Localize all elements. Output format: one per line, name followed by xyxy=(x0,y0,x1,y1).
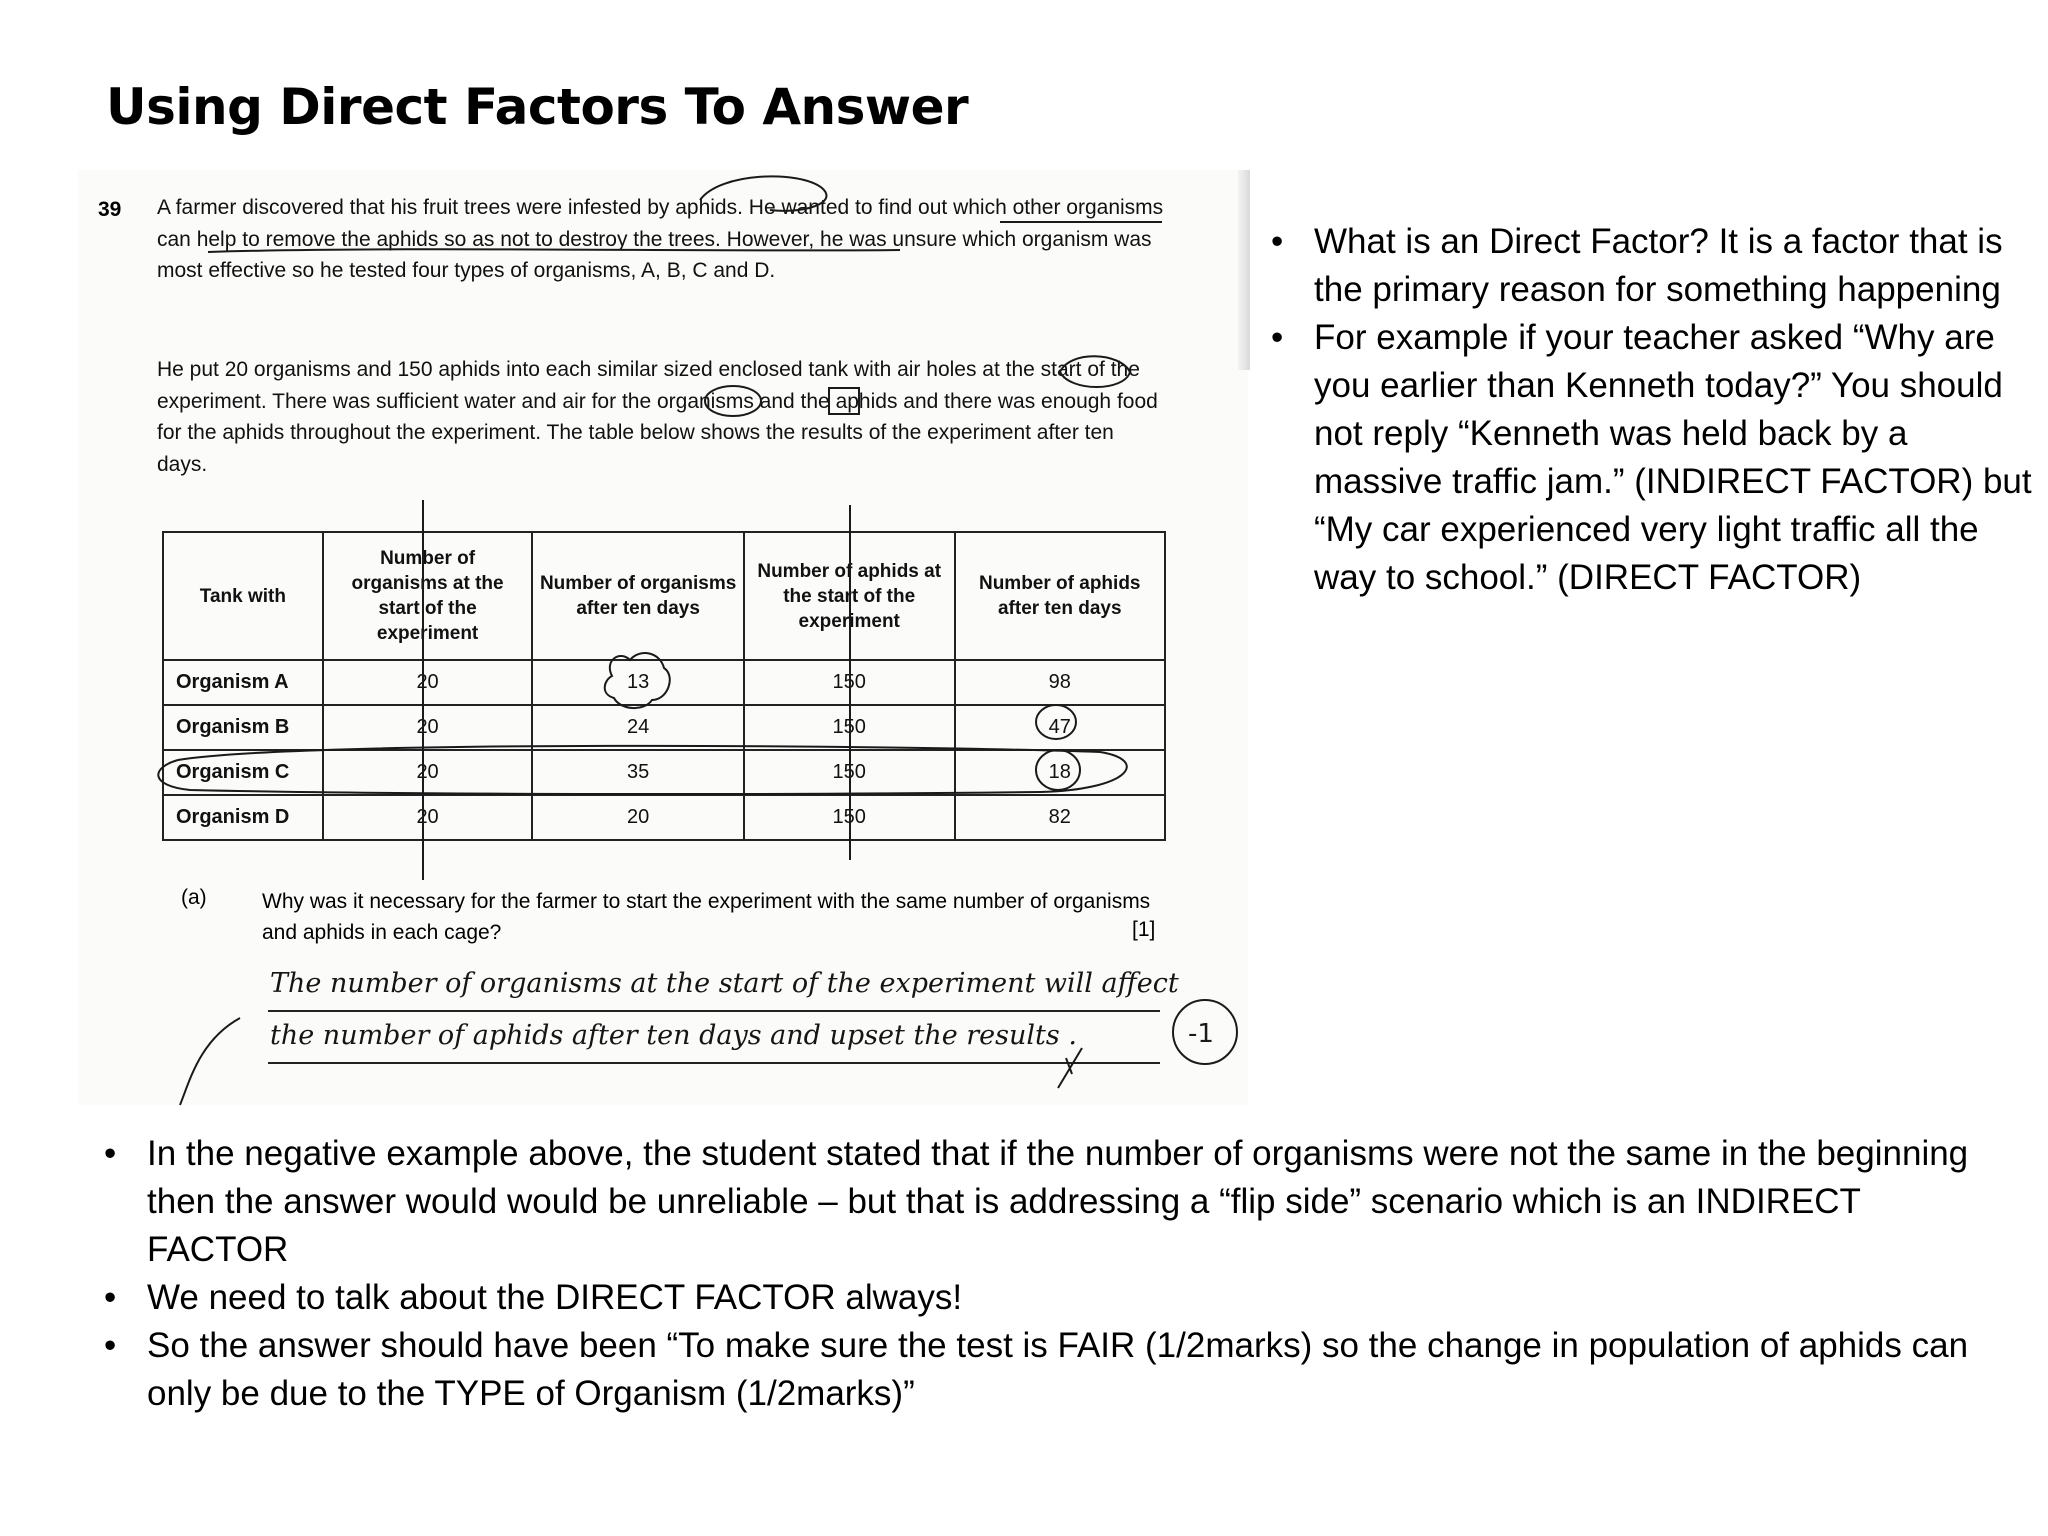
margin-stroke xyxy=(180,1018,240,1105)
table-cell: Organism C xyxy=(163,750,323,795)
table-cell: 20 xyxy=(323,795,533,840)
list-item xyxy=(1271,218,2041,314)
table-cell: 150 xyxy=(744,660,955,705)
table-header: Number of aphids after ten days xyxy=(955,532,1166,660)
table-header: Number of aphids at the start of the experiment xyxy=(744,532,955,660)
table-cell: 20 xyxy=(532,795,744,840)
handwritten-answer-line-2: the number of aphids after ten days and upset the results . xyxy=(270,1020,1077,1051)
list-item xyxy=(104,1274,2004,1322)
part-a-question: Why was it necessary for the farmer to start the experiment with the same number of organisms and aphids in each cage? xyxy=(262,890,1151,944)
table-cell: 18 xyxy=(955,750,1166,795)
underline-organisms xyxy=(208,249,900,252)
table-cell: 13 xyxy=(532,660,744,705)
table-cell: Organism A xyxy=(163,660,323,705)
table-cell: 150 xyxy=(744,750,955,795)
table-cell: 20 xyxy=(323,660,533,705)
squiggle-13 xyxy=(605,653,670,708)
table-cell: 20 xyxy=(323,750,533,795)
table-cell: 82 xyxy=(955,795,1166,840)
part-a-marks: [1] xyxy=(1132,918,1156,941)
bullet-dot: • xyxy=(104,1134,117,1173)
list-item xyxy=(104,1130,2004,1274)
circle-18 xyxy=(1036,750,1080,790)
right-bullet-list xyxy=(1271,218,2041,602)
handwritten-answer-line-1: The number of organisms at the start of the experiment will affect xyxy=(270,968,1179,999)
slide-title: Using Direct Factors To Answer xyxy=(106,78,969,136)
question-number: 39 xyxy=(98,198,122,221)
loop-organism-c-row xyxy=(158,746,1126,794)
bullet-text: We need to talk about the DIRECT FACTOR always! xyxy=(147,1278,963,1317)
bullet-dot: • xyxy=(1271,318,1284,357)
table-cell: 150 xyxy=(744,795,955,840)
tick-cross xyxy=(1058,1048,1082,1088)
bullet-dot: • xyxy=(104,1278,117,1317)
question-paragraph-2: He put 20 organisms and 150 aphids into each similar sized enclosed tank with air holes at the start of the experiment. There was sufficient water and air for the organisms and the aphids and there was enough food for the aphids throughout the experiment. The table below shows the results of the experiment after ten days. xyxy=(157,358,1158,476)
part-a-label: (a) xyxy=(181,886,207,909)
circle-by-aphids xyxy=(700,176,826,211)
bullet-dot: • xyxy=(1271,222,1284,261)
list-item xyxy=(1271,314,2041,602)
table-cell: 20 xyxy=(323,705,533,750)
question-paragraph-1: A farmer discovered that his fruit trees were infested by aphids. He wanted to find out which other organisms can help to remove the aphids so as not to destroy the trees. However, he was unsure which organism was most effective so he tested four types of organisms, A, B, C and D. xyxy=(157,196,1164,282)
bullet-text: For example if your teacher asked “Why are you earlier than Kenneth today?” You should not reply “Kenneth was held back by a massive traffic jam.” (INDIRECT FACTOR) but “My car experienced very light traffic all the way to school.” (DIRECT FACTOR) xyxy=(1314,318,2032,597)
circle-water xyxy=(705,386,761,416)
grade-mark: -1 xyxy=(1188,1019,1214,1049)
bottom-bullet-list xyxy=(104,1130,2004,1418)
table-cell: 98 xyxy=(955,660,1166,705)
table-cell: 35 xyxy=(532,750,744,795)
bullet-text: So the answer should have been “To make sure the test is FAIR (1/2marks) so the change in population of aphids can only be due to the TYPE of Organism (1/2marks)” xyxy=(147,1326,1969,1413)
table-cell: Organism D xyxy=(163,795,323,840)
circle-47 xyxy=(1036,705,1076,739)
circle-air-holes xyxy=(1060,356,1130,387)
table-cell: 150 xyxy=(744,705,955,750)
bullet-text: In the negative example above, the student stated that if the number of organisms were not the same in the beginning then the answer would would be unreliable – but that is addressing a “flip side” scenario which is an INDIRECT FACTOR xyxy=(147,1134,1969,1269)
bullet-text: What is an Direct Factor? It is a factor that is the primary reason for something happening xyxy=(1314,222,2003,309)
table-cell: Organism B xyxy=(163,705,323,750)
table-header: Tank with xyxy=(163,532,323,660)
table-cell: 47 xyxy=(955,705,1166,750)
list-item xyxy=(104,1322,2004,1418)
table-header: Number of organisms after ten days xyxy=(532,532,744,660)
box-air xyxy=(829,388,859,414)
table-header: Number of organisms at the start of the experiment xyxy=(323,532,533,660)
bullet-dot: • xyxy=(104,1326,117,1365)
table-cell: 24 xyxy=(532,705,744,750)
